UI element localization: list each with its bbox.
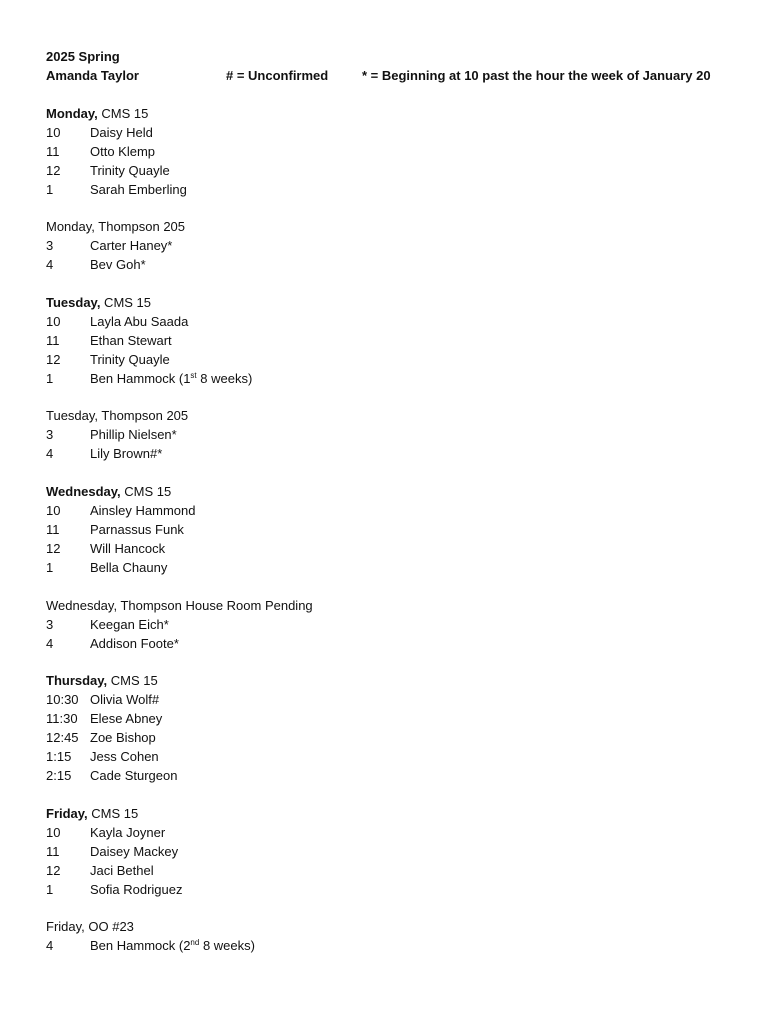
section-room: CMS 15 <box>100 294 152 310</box>
section-room: Thompson 205 <box>94 219 186 235</box>
student-name: Parnassus Funk <box>90 521 184 537</box>
row-time: 3 <box>46 238 54 254</box>
spacer <box>46 388 768 407</box>
schedule-section <box>46 104 768 218</box>
schedule-row <box>46 558 768 577</box>
row-time: 1 <box>46 881 54 897</box>
section-heading <box>46 406 768 425</box>
student-name: Sarah Emberling <box>90 181 187 197</box>
row-time: 2:15 <box>46 768 72 784</box>
schedule-row <box>46 747 768 766</box>
section-heading <box>46 482 768 501</box>
section-heading <box>46 804 768 823</box>
row-time: 10 <box>46 824 61 840</box>
schedule-row <box>46 369 768 388</box>
row-time: 10:30 <box>46 692 79 708</box>
section-room: OO #23 <box>84 919 134 935</box>
schedule-row <box>46 861 768 880</box>
student-name: Ben Hammock (2 <box>90 938 191 954</box>
schedule-row <box>46 350 768 369</box>
row-student <box>90 142 155 161</box>
row-time: 3 <box>46 616 54 632</box>
legend-star: * = Beginning at 10 past the hour the week of January 20 <box>362 68 711 83</box>
student-name: Carter Haney* <box>90 238 173 254</box>
student-name: Lily Brown#* <box>90 446 163 462</box>
schedule-row <box>46 823 768 842</box>
section-day: Wednesday, <box>46 597 118 613</box>
section-heading <box>46 293 768 312</box>
schedule-row <box>46 634 768 653</box>
row-student <box>90 558 167 577</box>
schedule-row <box>46 236 768 255</box>
section-day: Friday, <box>46 805 88 821</box>
spacer <box>46 463 768 482</box>
student-name: Olivia Wolf# <box>90 692 160 708</box>
row-student <box>90 861 154 880</box>
row-student <box>90 766 177 785</box>
term-text: 2025 Spring <box>46 49 120 64</box>
sections-container <box>46 104 768 956</box>
schedule-section <box>46 671 768 804</box>
row-student <box>90 444 162 463</box>
student-name: Daisey Mackey <box>90 843 179 859</box>
student-name: Bella Chauny <box>90 559 168 575</box>
student-name: Elese Abney <box>90 711 163 727</box>
schedule-row <box>46 444 768 463</box>
row-student <box>90 539 165 558</box>
schedule-section <box>46 293 768 407</box>
student-name: Layla Abu Saada <box>90 313 189 329</box>
schedule-row <box>46 331 768 350</box>
schedule-row <box>46 501 768 520</box>
row-time: 4 <box>46 635 54 651</box>
row-student <box>90 747 159 766</box>
schedule-section <box>46 804 768 918</box>
student-name: Trinity Quayle <box>90 162 170 178</box>
row-time: 1 <box>46 370 54 386</box>
student-name: Bev Goh* <box>90 257 146 273</box>
schedule-section <box>46 596 768 672</box>
schedule-row <box>46 936 768 955</box>
row-time: 10 <box>46 313 61 329</box>
term-title <box>46 47 768 66</box>
student-name: Ben Hammock (1 <box>90 370 191 386</box>
row-student <box>90 161 170 180</box>
spacer <box>46 577 768 596</box>
schedule-row <box>46 312 768 331</box>
section-heading <box>46 104 768 123</box>
ordinal-suffix: nd <box>190 938 200 948</box>
student-name: Trinity Quayle <box>90 351 170 367</box>
student-name: Daisy Held <box>90 124 153 140</box>
row-student <box>90 880 183 899</box>
row-time: 1 <box>46 181 54 197</box>
row-student <box>90 180 187 199</box>
student-name: Will Hancock <box>90 540 166 556</box>
instructor-name: Amanda Taylor <box>46 68 139 83</box>
row-student <box>90 936 255 955</box>
spacer <box>46 274 768 293</box>
schedule-row <box>46 539 768 558</box>
student-note: 8 weeks) <box>199 938 255 954</box>
section-day: Friday, <box>46 919 85 935</box>
spacer <box>46 785 768 804</box>
row-student <box>90 236 172 255</box>
schedule-section <box>46 917 768 955</box>
row-student <box>90 709 162 728</box>
section-heading <box>46 917 768 936</box>
schedule-row <box>46 425 768 444</box>
student-name: Cade Sturgeon <box>90 768 178 784</box>
row-time: 12 <box>46 162 61 178</box>
section-day: Monday, <box>46 105 98 121</box>
row-time: 12 <box>46 862 61 878</box>
row-student <box>90 634 179 653</box>
row-student <box>90 520 184 539</box>
student-name: Otto Klemp <box>90 143 156 159</box>
section-day: Thursday, <box>46 673 108 689</box>
section-heading <box>46 596 768 615</box>
legend-unconfirmed: # = Unconfirmed <box>226 68 329 83</box>
row-time: 3 <box>46 427 54 443</box>
row-time: 12 <box>46 351 61 367</box>
schedule-row <box>46 255 768 274</box>
schedule-row <box>46 520 768 539</box>
schedule-row <box>46 766 768 785</box>
section-room: CMS 15 <box>120 483 172 499</box>
row-time: 11 <box>46 332 60 348</box>
section-heading <box>46 217 768 236</box>
student-name: Sofia Rodriguez <box>90 881 183 897</box>
section-room: CMS 15 <box>107 673 158 689</box>
student-name: Zoe Bishop <box>90 730 156 746</box>
row-student <box>90 312 188 331</box>
row-time: 12 <box>46 540 61 556</box>
student-name: Kayla Joyner <box>90 824 166 840</box>
student-note: 8 weeks) <box>196 370 253 386</box>
student-name: Keegan Eich* <box>90 616 169 632</box>
section-room: CMS 15 <box>97 105 149 121</box>
ordinal-suffix: st <box>190 370 197 380</box>
row-student <box>90 425 177 444</box>
student-name: Ainsley Hammond <box>90 502 196 518</box>
row-time: 10 <box>46 502 61 518</box>
student-name: Phillip Nielsen* <box>90 427 177 443</box>
row-time: 1 <box>46 559 54 575</box>
spacer <box>46 653 768 672</box>
schedule-row <box>46 142 768 161</box>
row-student <box>90 690 159 709</box>
student-name: Ethan Stewart <box>90 332 172 348</box>
student-name: Jaci Bethel <box>90 862 154 878</box>
row-student <box>90 615 169 634</box>
section-day: Wednesday, <box>46 483 121 499</box>
section-day: Monday, <box>46 219 95 235</box>
schedule-section <box>46 482 768 596</box>
row-time: 10 <box>46 124 61 140</box>
schedule-row <box>46 690 768 709</box>
row-student <box>90 842 178 861</box>
row-time: 4 <box>46 938 54 954</box>
schedule-row <box>46 161 768 180</box>
row-time: 11 <box>46 143 60 159</box>
row-student <box>90 350 170 369</box>
row-time: 4 <box>46 257 54 273</box>
student-name: Addison Foote* <box>90 635 179 651</box>
schedule-row <box>46 123 768 142</box>
row-student <box>90 501 196 520</box>
row-time: 1:15 <box>46 749 72 765</box>
row-student <box>90 728 156 747</box>
row-student <box>90 255 146 274</box>
row-student <box>90 123 153 142</box>
row-student <box>90 331 172 350</box>
schedule-section <box>46 217 768 293</box>
schedule-row <box>46 709 768 728</box>
student-name: Jess Cohen <box>90 749 159 765</box>
schedule-row <box>46 615 768 634</box>
row-time: 12:45 <box>46 730 79 746</box>
schedule-row <box>46 880 768 899</box>
row-student <box>90 369 252 388</box>
spacer <box>46 899 768 918</box>
row-time: 11 <box>46 521 60 537</box>
section-room: CMS 15 <box>87 805 139 821</box>
row-student <box>90 823 165 842</box>
section-room: Thompson 205 <box>98 408 189 424</box>
spacer <box>46 85 768 104</box>
schedule-section <box>46 406 768 482</box>
section-day: Tuesday, <box>46 408 99 424</box>
spacer <box>46 199 768 218</box>
schedule-row <box>46 180 768 199</box>
section-day: Tuesday, <box>46 294 101 310</box>
row-time: 11 <box>46 843 60 859</box>
schedule-row <box>46 728 768 747</box>
schedule-row <box>46 842 768 861</box>
row-time: 4 <box>46 446 54 462</box>
header-row <box>46 66 768 85</box>
section-heading <box>46 671 768 690</box>
section-room: Thompson House Room Pending <box>117 597 313 613</box>
row-time: 11:30 <box>46 711 78 727</box>
